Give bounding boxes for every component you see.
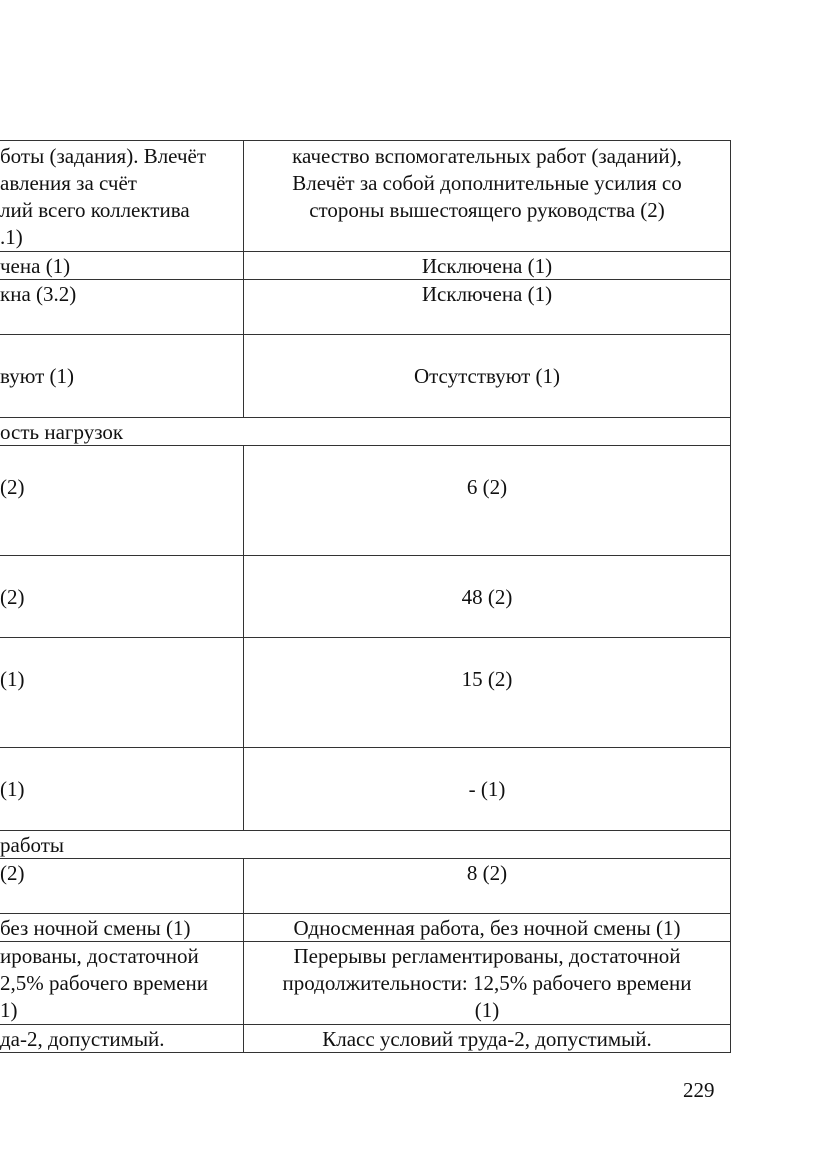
right-cell-text: 8 (2) bbox=[466, 861, 508, 885]
right-cell-text: 15 (2) bbox=[461, 667, 513, 691]
right-cell-text: Исключена (1) bbox=[421, 254, 553, 278]
left-cell-text: вуют (1) bbox=[0, 364, 75, 388]
right-cell-text: 6 (2) bbox=[466, 475, 508, 499]
left-cell-text: (2) bbox=[0, 475, 25, 499]
right-cell-text: Перерывы регламентированы, достаточной bbox=[293, 944, 681, 968]
table-border-right bbox=[730, 140, 731, 1053]
left-cell-text: ированы, достаточной bbox=[0, 944, 199, 968]
right-cell-text: стороны вышестоящего руководства (2) bbox=[309, 198, 665, 222]
section-heading: ость нагрузок bbox=[0, 420, 124, 444]
right-cell-text: Отсутствуют (1) bbox=[413, 364, 561, 388]
left-cell-text: чена (1) bbox=[0, 254, 71, 278]
table-rule bbox=[0, 637, 731, 638]
left-cell-text: авления за счёт bbox=[0, 171, 137, 195]
right-cell-text: 48 (2) bbox=[461, 585, 513, 609]
left-cell-text: боты (задания). Влечёт bbox=[0, 144, 207, 168]
right-cell-text: качество вспомогательных работ (заданий), bbox=[292, 144, 682, 168]
table-rule bbox=[0, 913, 731, 914]
left-cell-text: без ночной смены (1) bbox=[0, 916, 191, 940]
table-rule bbox=[0, 417, 731, 418]
left-cell-text: кна (3.2) bbox=[0, 282, 77, 306]
table-rule bbox=[0, 747, 731, 748]
table-rule bbox=[0, 1024, 731, 1025]
page-number: 229 bbox=[683, 1078, 715, 1102]
table-rule bbox=[0, 858, 731, 859]
table-rule bbox=[0, 830, 731, 831]
left-cell-text: (1) bbox=[0, 777, 25, 801]
left-cell-text: да-2, допустимый. bbox=[0, 1027, 165, 1051]
right-cell-text: продолжительности: 12,5% рабочего времени bbox=[282, 971, 692, 995]
left-cell-text: (2) bbox=[0, 585, 25, 609]
left-cell-text: 2,5% рабочего времени bbox=[0, 971, 209, 995]
table-rule bbox=[0, 140, 731, 141]
section-heading: работы bbox=[0, 833, 65, 857]
right-cell-text: Исключена (1) bbox=[421, 282, 553, 306]
right-cell-text: Класс условий труда-2, допустимый. bbox=[322, 1027, 652, 1051]
table-rule bbox=[0, 334, 731, 335]
table-rule bbox=[0, 251, 731, 252]
left-cell-text: лий всего коллектива bbox=[0, 198, 190, 222]
column-divider bbox=[243, 445, 244, 831]
right-cell-text: - (1) bbox=[468, 777, 506, 801]
right-cell-text: (1) bbox=[474, 998, 500, 1022]
table-rule bbox=[0, 555, 731, 556]
left-cell-text: .1) bbox=[0, 225, 23, 249]
left-cell-text: (1) bbox=[0, 667, 25, 691]
left-cell-text: (2) bbox=[0, 861, 25, 885]
left-cell-text: 1) bbox=[0, 998, 18, 1022]
right-cell-text: Односменная работа, без ночной смены (1) bbox=[293, 916, 681, 940]
right-cell-text: Влечёт за собой дополнительные усилия со bbox=[292, 171, 682, 195]
